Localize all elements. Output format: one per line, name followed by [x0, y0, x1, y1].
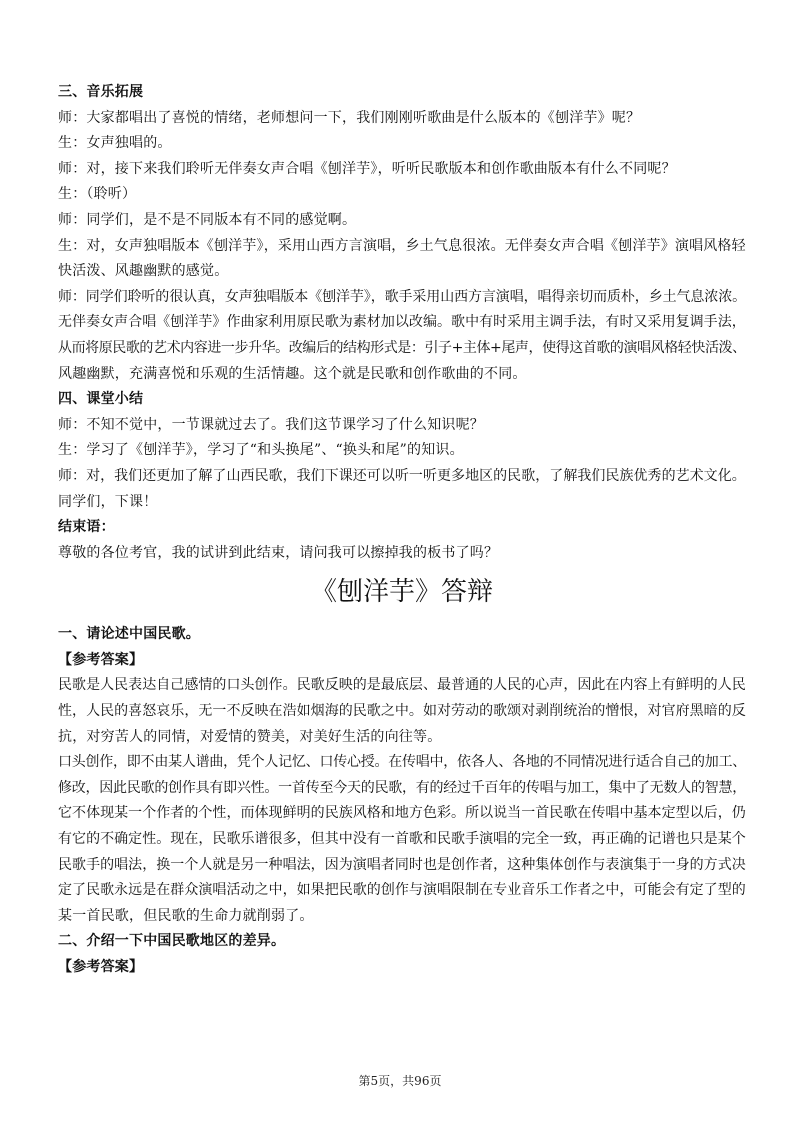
- text-line: 尊敬的各位考官，我的试讲到此结束，请问我可以擦掉我的板书了吗？: [58, 544, 499, 561]
- text-line: 师：同学们聆听的很认真，女声独唱版本《刨洋芋》，歌手采用山西方言演唱，唱得亲切而质朴，乡土气息浓浓。: [58, 288, 746, 305]
- text-line: 民歌是人民表达自己感情的口头创作。民歌反映的是最底层、最普通的人民的心声，因此在内容上有鲜明的人民: [58, 677, 746, 694]
- text-line: 师：同学们，是不是不同版本有不同的感觉啊。: [58, 211, 357, 228]
- text-line: 生：（聆听）: [58, 186, 137, 203]
- text-line: 师：大家都唱出了喜悦的情绪，老师想问一下，我们刚刚听歌曲是什么版本的《刨洋芋》呢？: [58, 109, 641, 126]
- text-line: 从而将原民歌的艺术内容进一步升华。改编后的结构形式是：引子+主体+尾声，使得这首歌的演唱风格轻快活泼、: [58, 339, 746, 356]
- text-line: 民歌手的唱法，换一个人就是另一种唱法，因为演唱者同时也是创作者，这种集体创作与表演集于一身的方式决: [58, 856, 746, 873]
- document-page: [58, 80, 746, 981]
- text-line: 师：不知不觉中，一节课就过去了。我们这节课学习了什么知识呢？: [58, 416, 484, 433]
- answer-section: [58, 622, 746, 980]
- text-line: 修改，因此民歌的创作具有即兴性。一首传至今天的民歌，有的经过千百年的传唱与加工，集中了无数人的智慧，: [58, 779, 746, 796]
- section-heading: 三、音乐拓展: [58, 84, 144, 100]
- text-line: 有它的不确定性。现在，民歌乐谱很多，但其中没有一首歌和民歌手演唱的完全一致，再正确的记谱也只是某个: [58, 831, 746, 848]
- text-line: 风趣幽默，充满喜悦和乐观的生活情趣。这个就是民歌和创作歌曲的不同。: [58, 365, 527, 382]
- dialogue-section: [58, 80, 746, 566]
- text-line: 生：学习了《刨洋芋》，学习了“和头换尾”、“换头和尾”的知识。: [58, 442, 464, 459]
- page-title: 《刨洋芋》答辩: [310, 577, 493, 608]
- section-heading: 四、课堂小结: [58, 391, 144, 408]
- text-line: 口头创作，即不由某人谱曲，凭个人记忆、口传心授。在传唱中，依各人、各地的不同情况进行适合自己的加工、: [58, 754, 746, 771]
- text-line: 某一首民歌，但民歌的生命力就削弱了。: [58, 907, 314, 924]
- section-heading: 一、请论述中国民歌。: [58, 626, 200, 643]
- text-line: 生：对，女声独唱版本《刨洋芋》，采用山西方言演唱，乡土气息很浓。无伴奏女声合唱《刨洋芋》演唱风格轻: [58, 237, 746, 254]
- section-heading: 【参考答案】: [58, 651, 144, 668]
- text-line: 生：女声独唱的。: [58, 135, 172, 152]
- page-footer: 第5页，共96页: [358, 1074, 442, 1088]
- text-line: 定了民歌永远是在群众演唱活动之中，如果把民歌的创作与演唱限制在专业音乐工作者之中，可能会有定了型的: [58, 882, 746, 899]
- text-line: 性，人民的喜怒哀乐，无一不反映在浩如烟海的民歌之中。如对劳动的歌颂对剥削统治的憎恨，对官府黑暗的反: [58, 703, 746, 720]
- text-line: 它不体现某一个作者的个性，而体现鲜明的民族风格和地方色彩。所以说当一首民歌在传唱中基本定型以后，仍: [58, 805, 746, 822]
- text-line: 师：对，我们还更加了解了山西民歌，我们下课还可以听一听更多地区的民歌，了解我们民族优秀的艺术文化。: [58, 467, 746, 484]
- text-line: 同学们，下课！: [58, 493, 158, 510]
- section-heading: 结束语：: [58, 519, 115, 536]
- text-line: 师：对，接下来我们聆听无伴奏女声合唱《刨洋芋》，听听民歌版本和创作歌曲版本有什么不同呢？: [58, 160, 676, 177]
- text-line: 快活泼、风趣幽默的感觉。: [58, 263, 229, 280]
- text-line: 无伴奏女声合唱《刨洋芋》作曲家利用原民歌为素材加以改编。歌中有时采用主调手法，有时又采用复调手法，: [58, 314, 746, 331]
- section-heading: 【参考答案】: [58, 959, 144, 975]
- section-heading: 二、介绍一下中国民歌地区的差异。: [58, 933, 286, 950]
- text-line: 抗，对穷苦人的同情，对爱情的赞美，对美好生活的向往等。: [58, 728, 442, 745]
